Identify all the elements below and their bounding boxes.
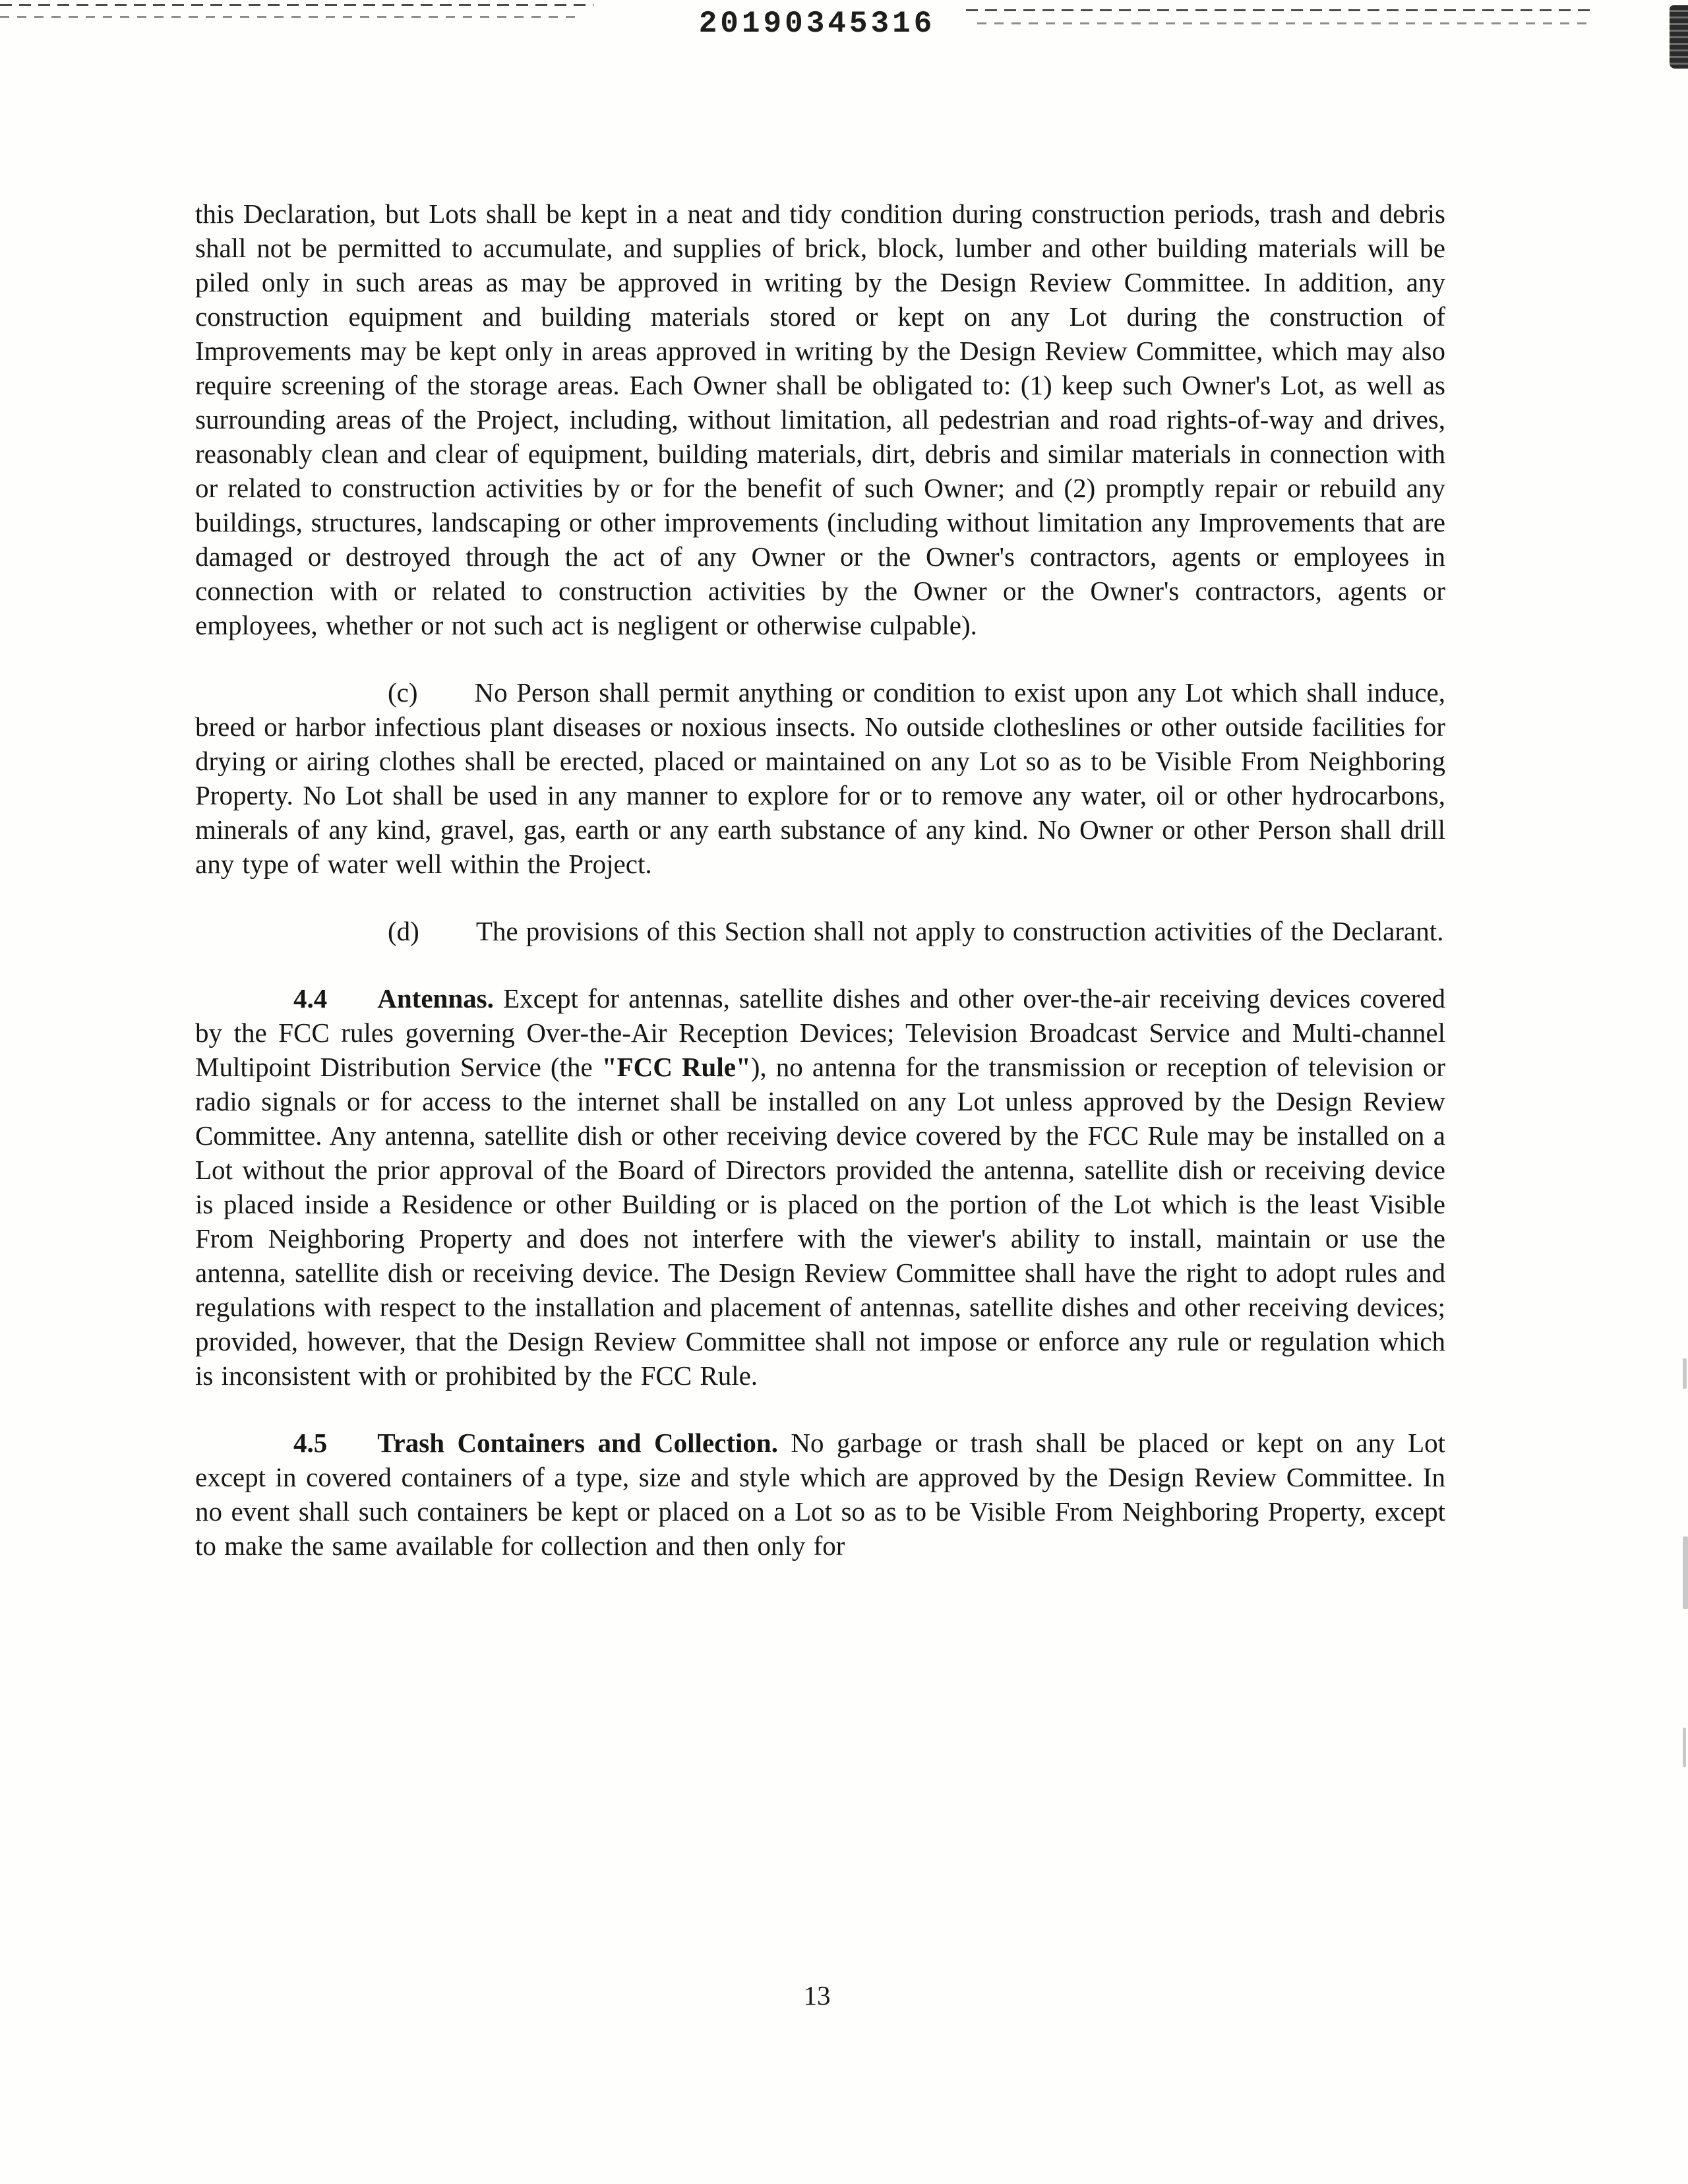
scan-artifact-dash-top-left-2 [0,16,578,18]
section-4-4-term-fcc-rule: "FCC Rule" [601,1052,751,1082]
document-body [195,197,1445,1563]
document-number: 20190345316 [698,7,936,41]
scan-artifact-speck-3 [1683,1728,1686,1767]
section-4-5-text: No garbage or trash shall be placed or kept on any Lot except in covered containers of a type, size and style which are approved by the Design Review Committee. In no event shall such containers be kept or placed on a Lot so as to be Visible From Neighboring Property, except to make the same available for collection and then only for [195,1428,1446,1561]
scan-artifact-speck-1 [1683,1358,1687,1389]
paragraph-construction-rules: this Declaration, but Lots shall be kept in a neat and tidy condition during construction periods, trash and debris shall not be permitted to accumulate, and supplies of brick, block, lumber and other building materials will be piled only in such areas as may be approved in writing by the Design Review Committee. In addition, any construction equipment and building materials stored or kept on any Lot during the construction of Improvements may be kept only in areas approved in writing by the Design Review Committee, which may also require screening of the storage areas. Each Owner shall be obligated to: (1) keep such Owner's Lot, as well as surrounding areas of the Project, including, without limitation, all pedestrian and road rights-of-way and drives, reasonably clean and clear of equipment, building materials, dirt, debris and similar materials in connection with or related to construction activities by or for the benefit of such Owner; and (2) promptly repair or rebuild any buildings, structures, landscaping or other improvements (including without limitation any Improvements that are damaged or destroyed through the act of any Owner or the Owner's contractors, agents or employees in connection with or related to construction activities by the Owner or the Owner's contractors, agents or employees, whether or not such act is negligent or otherwise culpable). [195,198,1445,640]
section-4-5-number: 4.5 [293,1428,328,1458]
scan-artifact-dash-top-left-1 [0,4,593,6]
section-4-5-title: Trash Containers and Collection. [377,1428,778,1458]
page-number: 13 [803,1980,831,2011]
scan-artifact-dash-top-right-1 [966,9,1592,11]
section-4-4-number: 4.4 [293,983,328,1014]
scan-artifact-dash-top-right-2 [977,22,1590,24]
section-4-4 [195,981,1445,1393]
paragraph-d [195,914,1445,948]
section-4-5 [195,1426,1445,1563]
section-4-4-text-after: ), no antenna for the transmission or reception of television or radio signals or for access to the internet shall be installed on any Lot unless approved by the Design Review Committee. Any antenna, satellite dish or other receiving device covered by the FCC Rule may be installed on a Lot without the prior approval of the Board of Directors provided the antenna, satellite dish or receiving device is placed inside a Residence or other Building or is placed on the portion of the Lot which is the least Visible From Neighboring Property and does not interfere with the viewer's ability to install, maintain or use the antenna, satellite dish or receiving device. The Design Review Committee shall have the right to adopt rules and regulations with respect to the installation and placement of antennas, satellite dishes and other receiving devices; provided, however, that the Design Review Committee shall not impose or enforce any rule or regulation which is inconsistent with or prohibited by the FCC Rule. [195,1052,1445,1391]
section-4-4-text-before: Except for antennas, satellite dishes and other over-the-air receiving devices covered by the FCC rules governing Over-the-Air Reception Devices; Television Broadcast Service and Multi-channel Multipoint Distribution Service (the [195,983,1446,1082]
paragraph-d-label: (d) [388,916,419,946]
scan-artifact-speck-2 [1683,1536,1688,1609]
paragraph-c [195,675,1445,881]
paragraph-c-label: (c) [388,677,418,708]
section-4-4-title: Antennas. [377,983,494,1014]
scan-artifact-corner-mark [1670,5,1688,69]
paragraph-c-text: No Person shall permit anything or condition to exist upon any Lot which shall induce, breed or harbor infectious plant diseases or noxious insects. No outside clotheslines or other outside facilities for drying or airing clothes shall be erected, placed or maintained on any Lot so as to be Visible From Neighboring Property. No Lot shall be used in any manner to explore for or to remove any water, oil or other hydrocarbons, minerals of any kind, gravel, gas, earth or any earth substance of any kind. No Owner or other Person shall drill any type of water well within the Project. [195,677,1445,879]
paragraph-d-text: The provisions of this Section shall not apply to construction activities of the Declarant. [475,916,1444,946]
